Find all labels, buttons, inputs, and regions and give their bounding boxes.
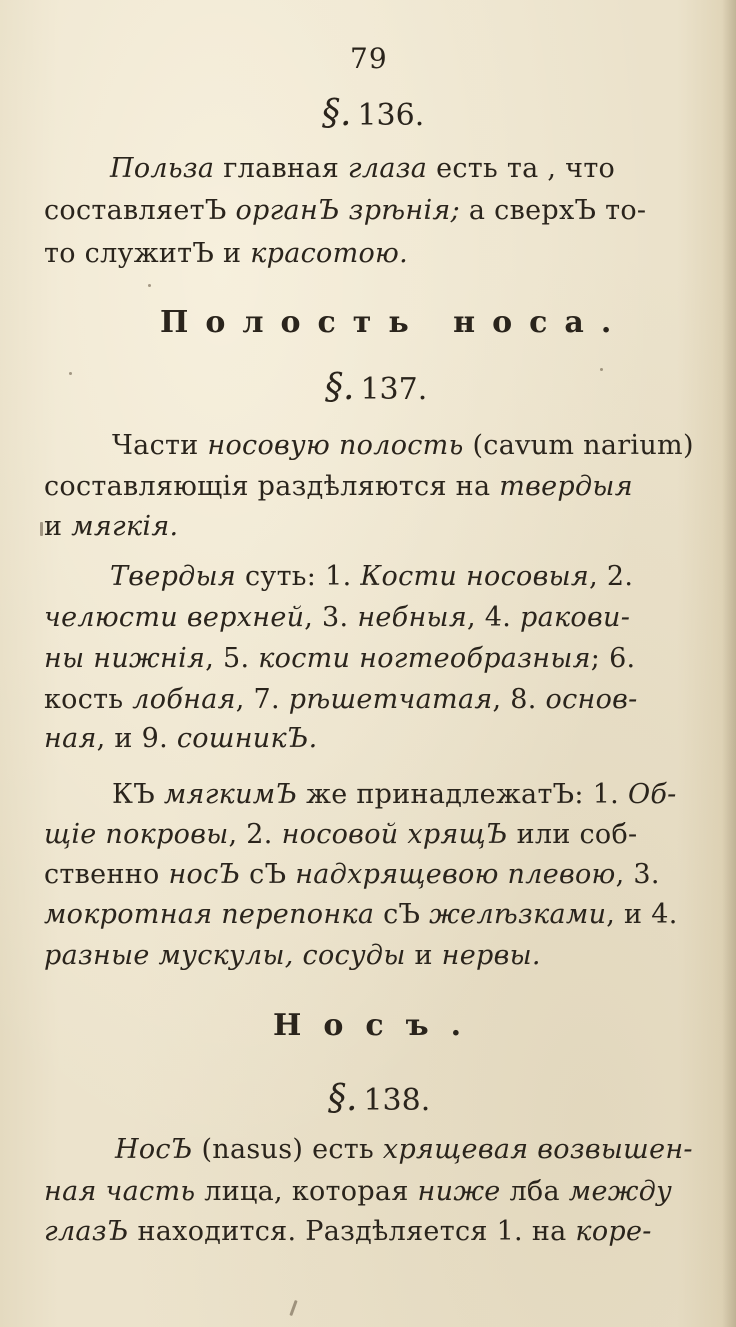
text-fragment: , 2. — [228, 819, 282, 850]
text-fragment: суть: 1. — [236, 561, 361, 592]
text-line — [44, 602, 630, 633]
section-138-mark — [328, 1078, 430, 1119]
text-fragment: кость — [44, 684, 133, 715]
text-line — [44, 195, 646, 226]
text-fragment: ниже — [417, 1176, 501, 1207]
text-line — [115, 1134, 693, 1165]
text-fragment: нервы. — [441, 940, 541, 971]
text-fragment: между — [568, 1176, 673, 1207]
text-line — [110, 561, 633, 592]
section-number: 136. — [357, 98, 425, 133]
text-fragment: (nasus) есть — [192, 1134, 383, 1165]
text-fragment: Польза — [110, 153, 215, 184]
text-line — [44, 1176, 672, 1207]
paper-speck — [69, 372, 72, 375]
text-fragment: мокротная перепонка — [44, 899, 375, 930]
heading-nasal-cavity: Полость носа. — [160, 305, 629, 340]
text-line — [44, 238, 408, 269]
section-number: 138. — [363, 1083, 431, 1118]
text-fragment: составляющія раздѣляются на — [44, 471, 500, 502]
text-fragment: твердыя — [499, 471, 633, 502]
text-fragment: Кости носовыя — [360, 561, 590, 592]
text-fragment: же принадлежатЪ: 1. — [297, 779, 628, 810]
text-fragment: , 3. — [304, 602, 358, 633]
text-fragment: ; 6. — [590, 643, 636, 674]
text-line — [44, 643, 635, 674]
section-136-mark — [322, 93, 424, 134]
section-symbol: §. — [322, 93, 352, 134]
text-fragment: ны нижнія — [44, 643, 206, 674]
text-fragment: разные мускулы, сосуды — [44, 940, 406, 971]
text-line — [44, 471, 633, 502]
text-fragment: , 7. — [235, 684, 289, 715]
text-fragment: (cavum narium) — [463, 430, 694, 461]
text-fragment: , 3. — [615, 859, 660, 890]
text-fragment: надхрящевою плевою — [295, 859, 616, 890]
text-fragment: щіе покровы — [44, 819, 229, 850]
section-number: 137. — [360, 372, 428, 407]
text-fragment: красотою. — [250, 238, 409, 269]
paper-speck — [289, 1300, 297, 1316]
text-fragment: рѣшетчатая — [288, 684, 493, 715]
text-line — [44, 940, 541, 971]
text-fragment: сЪ — [240, 859, 296, 890]
text-fragment: хрящевая возвышен- — [382, 1134, 693, 1165]
text-fragment: коре- — [575, 1216, 652, 1247]
page-edge-shadow — [722, 0, 736, 1327]
text-fragment: , и 4. — [606, 899, 678, 930]
text-line — [112, 779, 677, 810]
text-fragment: а сверхЪ то- — [460, 195, 647, 226]
text-fragment: , 4. — [467, 602, 521, 633]
text-line — [44, 723, 318, 754]
text-fragment: сЪ — [374, 899, 430, 930]
section-symbol: §. — [325, 367, 355, 408]
text-line — [44, 1216, 652, 1247]
text-fragment: носовую полость — [207, 430, 464, 461]
text-line — [44, 684, 638, 715]
text-fragment: ная — [44, 723, 97, 754]
section-symbol: §. — [328, 1078, 358, 1119]
text-fragment: небныя — [357, 602, 468, 633]
text-fragment: основ- — [545, 684, 638, 715]
text-fragment: составляетЪ — [44, 195, 236, 226]
text-fragment: мягкія. — [71, 511, 179, 542]
text-fragment: органЪ зрѣнія; — [235, 195, 460, 226]
text-fragment: Твердыя — [110, 561, 237, 592]
text-fragment: или соб- — [507, 819, 638, 850]
page-number: 79 — [350, 42, 388, 75]
text-fragment: желѣзками — [429, 899, 607, 930]
text-fragment: то служитЪ и — [44, 238, 251, 269]
heading-nose: Носъ. — [273, 1008, 484, 1043]
paper-speck — [148, 284, 151, 287]
text-fragment: , 8. — [492, 684, 546, 715]
text-fragment: Об- — [627, 779, 677, 810]
text-fragment: , 2. — [589, 561, 634, 592]
text-fragment: сошникЪ. — [176, 723, 318, 754]
text-line — [44, 899, 678, 930]
paper-speck — [40, 522, 43, 536]
text-fragment: носовой хрящЪ — [281, 819, 508, 850]
text-fragment: КЪ — [112, 779, 164, 810]
text-fragment: НосЪ — [115, 1134, 193, 1165]
text-fragment: челюсти верхней — [44, 602, 305, 633]
text-fragment: главная — [214, 153, 348, 184]
text-fragment: кости ногтеобразныя — [258, 643, 591, 674]
section-137-mark — [325, 367, 427, 408]
text-fragment: ная часть — [44, 1176, 196, 1207]
text-fragment: лица, которая — [195, 1176, 418, 1207]
text-fragment: и — [405, 940, 442, 971]
text-line — [110, 153, 615, 184]
paper-speck — [600, 368, 603, 371]
text-fragment: лобная — [132, 684, 236, 715]
text-fragment: глаза — [347, 153, 428, 184]
text-fragment: глазЪ — [44, 1216, 129, 1247]
text-fragment: ракови- — [520, 602, 631, 633]
text-fragment: ственно — [44, 859, 169, 890]
text-fragment: мягкимЪ — [163, 779, 298, 810]
text-line — [112, 430, 694, 461]
text-line — [44, 859, 660, 890]
text-fragment: есть та , что — [427, 153, 616, 184]
text-fragment: находится. Раздѣляется 1. на — [128, 1216, 576, 1247]
text-fragment: носЪ — [168, 859, 241, 890]
text-fragment: и — [44, 511, 72, 542]
text-line — [44, 511, 178, 542]
text-line — [44, 819, 637, 850]
text-fragment: лба — [500, 1176, 569, 1207]
text-fragment: Части — [112, 430, 208, 461]
text-fragment: , и 9. — [96, 723, 177, 754]
text-fragment: , 5. — [205, 643, 259, 674]
